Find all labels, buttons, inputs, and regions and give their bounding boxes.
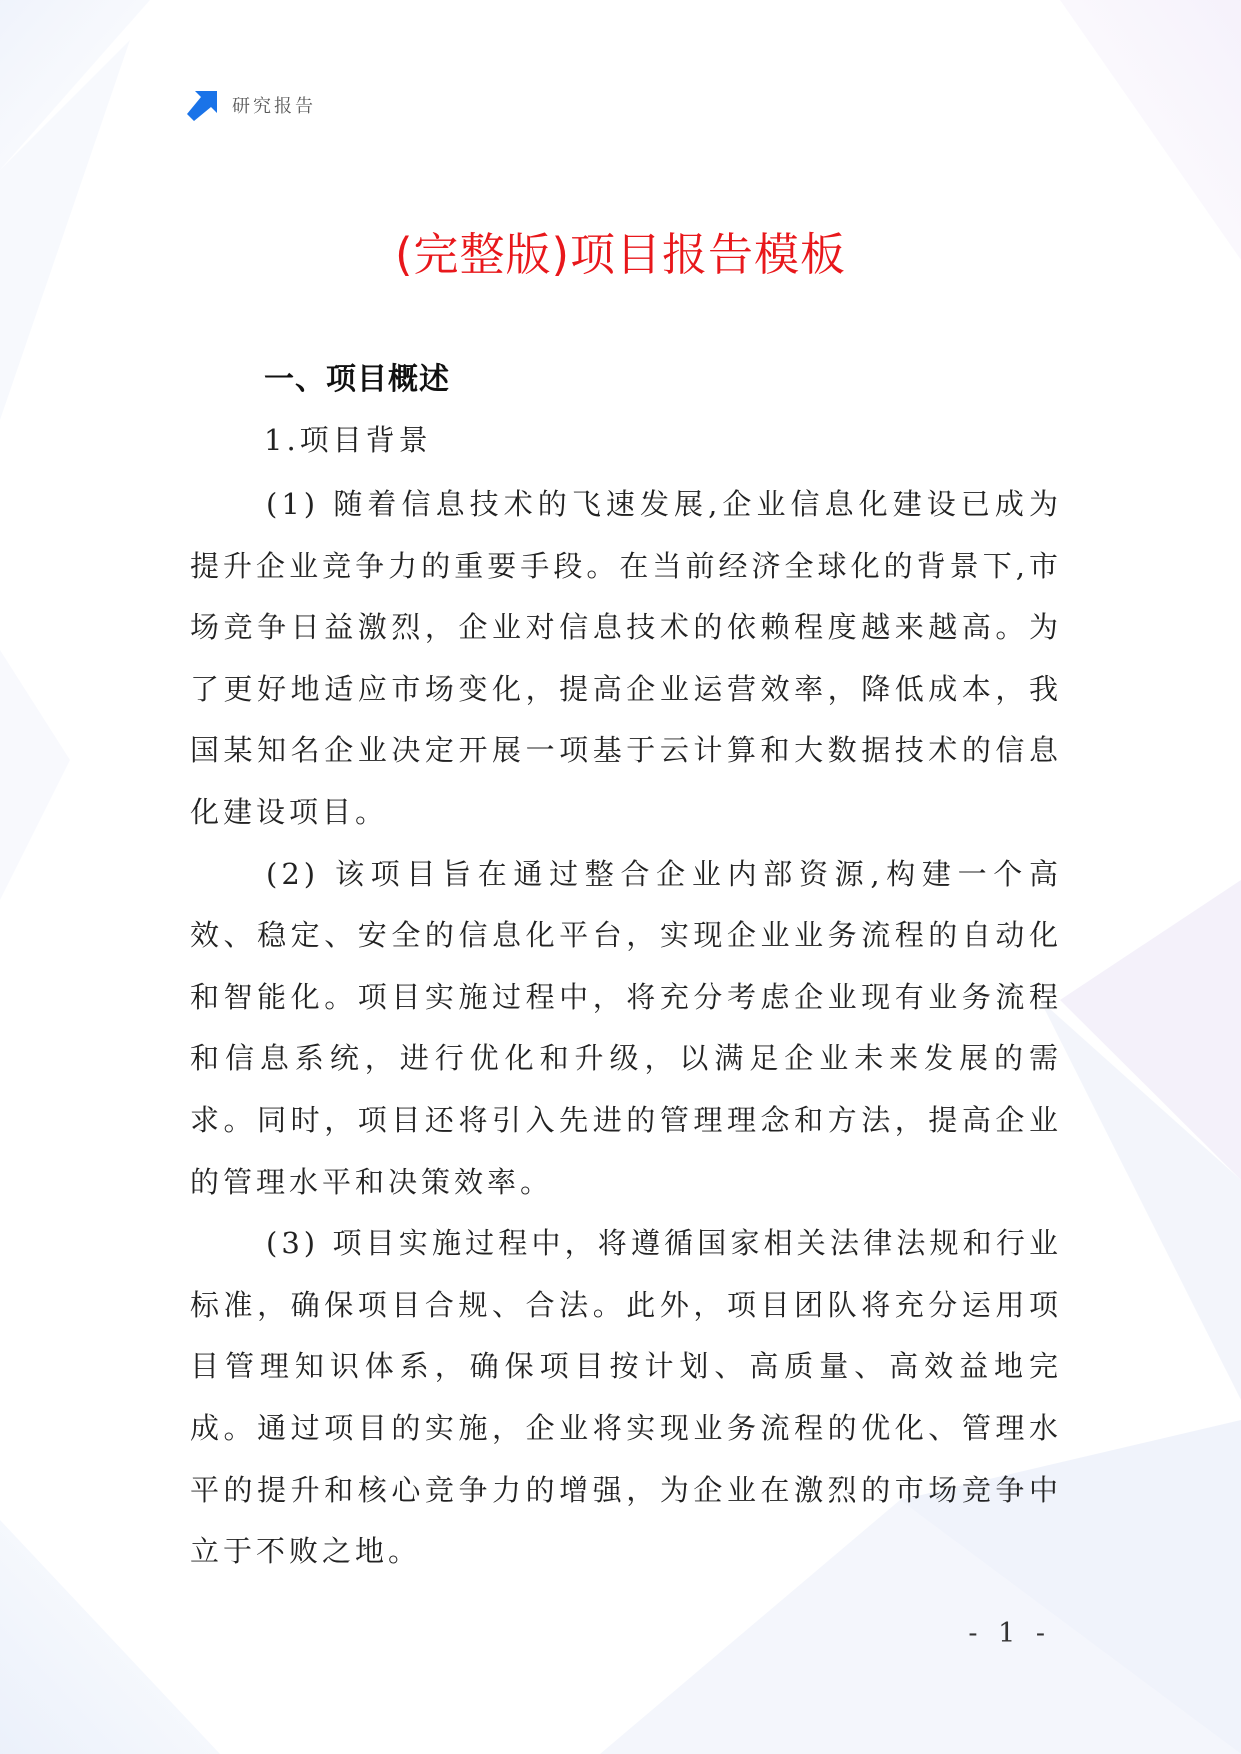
paragraph-1: (1) 随着信息技术的飞速发展,企业信息化建设已成为提升企业竞争力的重要手段。在当前经济全球化的背景下,市场竞争日益激烈，企业对信息技术的依赖程度越来越高。为了更好地适应市场变化，提高企业运营效率，降低成本，我国某知名企业决定开展一项基于云计算和大数据技术的信息化建设项目。 — [190, 487, 1062, 829]
document-title: (完整版)项目报告模板 — [394, 228, 847, 281]
paragraph-2: (2) 该项目旨在通过整合企业内部资源,构建一个高效、稳定、安全的信息化平台，实现企业业务流程的自动化和智能化。项目实施过程中，将充分考虑企业现有业务流程和信息系统，进行优化和升级，以满足企业未来发展的需求。同时，项目还将引入先进的管理理念和方法，提高企业的管理水平和决策效率。 — [190, 856, 1062, 1199]
report-header — [186, 88, 316, 122]
header-label: 研究报告 — [232, 96, 316, 117]
section-heading: 一、项目概述 — [264, 362, 450, 397]
page-number: - 1 - — [968, 1618, 1051, 1649]
paragraph-3: (3) 项目实施过程中，将遵循国家相关法律法规和行业标准，确保项目合规、合法。此外，项目团队将充分运用项目管理知识体系，确保项目按计划、高质量、高效益地完成。通过项目的实施，企业将实现业务流程的优化、管理水平的提升和核心竞争力的增强，为企业在激烈的市场竞争中立于不败之地。 — [190, 1226, 1062, 1569]
arrow-up-right-icon — [186, 88, 220, 122]
sub-heading: 1.项目背景 — [264, 423, 432, 457]
body-text — [190, 474, 1062, 1583]
